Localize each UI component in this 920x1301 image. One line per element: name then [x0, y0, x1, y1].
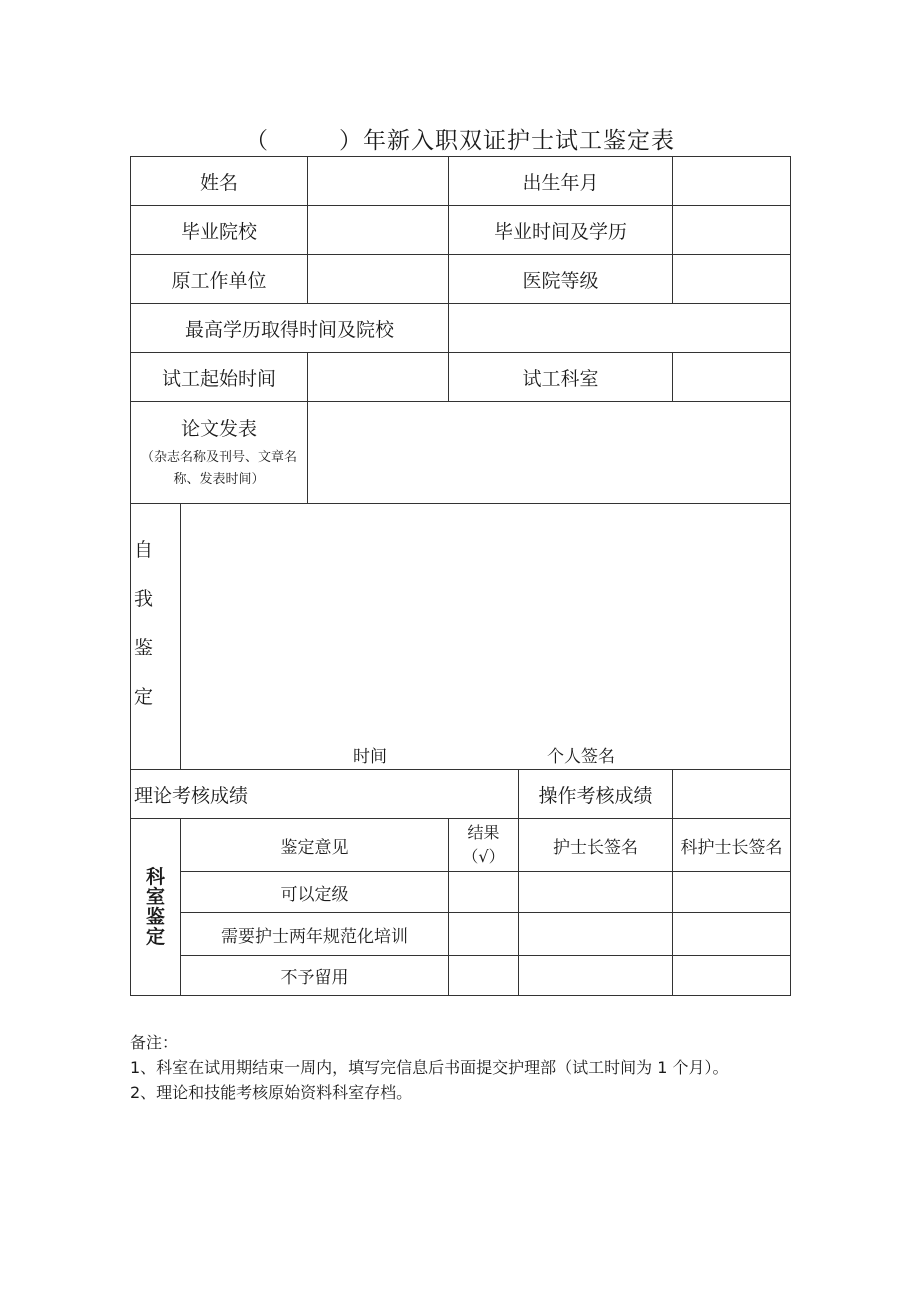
start-time-field[interactable] — [308, 353, 449, 402]
notes-line-2: 2、理论和技能考核原始资料科室存档。 — [130, 1083, 413, 1102]
self-evaluation-label — [131, 504, 181, 770]
name-field[interactable] — [308, 157, 449, 206]
head-nurse-sign-qualify[interactable] — [519, 872, 673, 913]
result-header-line1: 结果 — [467, 823, 500, 842]
paper-note: （杂志名称及刊号、文章名称、发表时间） — [141, 450, 298, 487]
title-text: 年新入职双证护士试工鉴定表 — [363, 128, 675, 154]
previous-unit-field[interactable] — [308, 255, 449, 304]
graduation-label: 毕业时间及学历 — [449, 206, 673, 255]
result-header — [449, 819, 519, 872]
operation-score-field[interactable] — [673, 770, 791, 819]
signature-label: 个人签名 — [547, 747, 615, 767]
dept-head-nurse-sign-qualify[interactable] — [673, 872, 791, 913]
head-nurse-sign-header: 护士长签名 — [519, 819, 673, 872]
dept-eval-char-4: 定 — [145, 926, 165, 948]
self-eval-char-4: 定 — [134, 686, 154, 708]
theory-score-label: 理论考核成绩 — [131, 770, 519, 819]
paper-field[interactable] — [308, 402, 791, 504]
graduation-field[interactable] — [673, 206, 791, 255]
option-training: 需要护士两年规范化培训 — [181, 913, 449, 956]
self-eval-char-3: 鉴 — [134, 637, 154, 659]
start-time-label: 试工起始时间 — [131, 353, 308, 402]
name-label: 姓名 — [131, 157, 308, 206]
hospital-level-label: 医院等级 — [449, 255, 673, 304]
result-header-line2: （√） — [462, 847, 505, 866]
option-qualify: 可以定级 — [181, 872, 449, 913]
self-eval-char-2: 我 — [134, 588, 154, 610]
dept-eval-char-1: 科 — [145, 866, 165, 888]
notes-line-1: 1、科室在试用期结束一周内，填写完信息后书面提交护理部（试工时间为 1 个月）。 — [130, 1058, 729, 1077]
head-nurse-sign-training[interactable] — [519, 913, 673, 956]
previous-unit-label: 原工作单位 — [131, 255, 308, 304]
highest-education-field[interactable] — [449, 304, 791, 353]
evaluation-form-table — [130, 156, 791, 996]
department-label: 试工科室 — [449, 353, 673, 402]
option-reject: 不予留用 — [181, 956, 449, 996]
birth-field[interactable] — [673, 157, 791, 206]
school-field[interactable] — [308, 206, 449, 255]
result-field-qualify[interactable] — [449, 872, 519, 913]
hospital-level-field[interactable] — [673, 255, 791, 304]
notes-section — [130, 1030, 800, 1105]
school-label: 毕业院校 — [131, 206, 308, 255]
department-evaluation-label — [131, 819, 181, 996]
dept-eval-char-2: 室 — [145, 886, 165, 908]
dept-head-nurse-sign-reject[interactable] — [673, 956, 791, 996]
highest-education-label: 最高学历取得时间及院校 — [131, 304, 449, 353]
result-field-training[interactable] — [449, 913, 519, 956]
self-evaluation-field[interactable] — [181, 504, 791, 770]
paper-label-cell — [131, 402, 308, 504]
dept-eval-char-3: 鉴 — [145, 906, 165, 928]
opinion-header: 鉴定意见 — [181, 819, 449, 872]
title-open-paren: （ — [245, 128, 269, 154]
self-eval-char-1: 自 — [134, 539, 154, 561]
head-nurse-sign-reject[interactable] — [519, 956, 673, 996]
result-field-reject[interactable] — [449, 956, 519, 996]
title-close-paren: ） — [339, 128, 363, 154]
dept-head-nurse-sign-training[interactable] — [673, 913, 791, 956]
birth-label: 出生年月 — [449, 157, 673, 206]
operation-score-label: 操作考核成绩 — [519, 770, 673, 819]
dept-head-nurse-sign-header: 科护士长签名 — [673, 819, 791, 872]
time-label: 时间 — [353, 747, 387, 767]
paper-label: 论文发表 — [181, 418, 258, 440]
form-title — [0, 122, 920, 155]
notes-heading: 备注： — [130, 1033, 179, 1052]
department-field[interactable] — [673, 353, 791, 402]
